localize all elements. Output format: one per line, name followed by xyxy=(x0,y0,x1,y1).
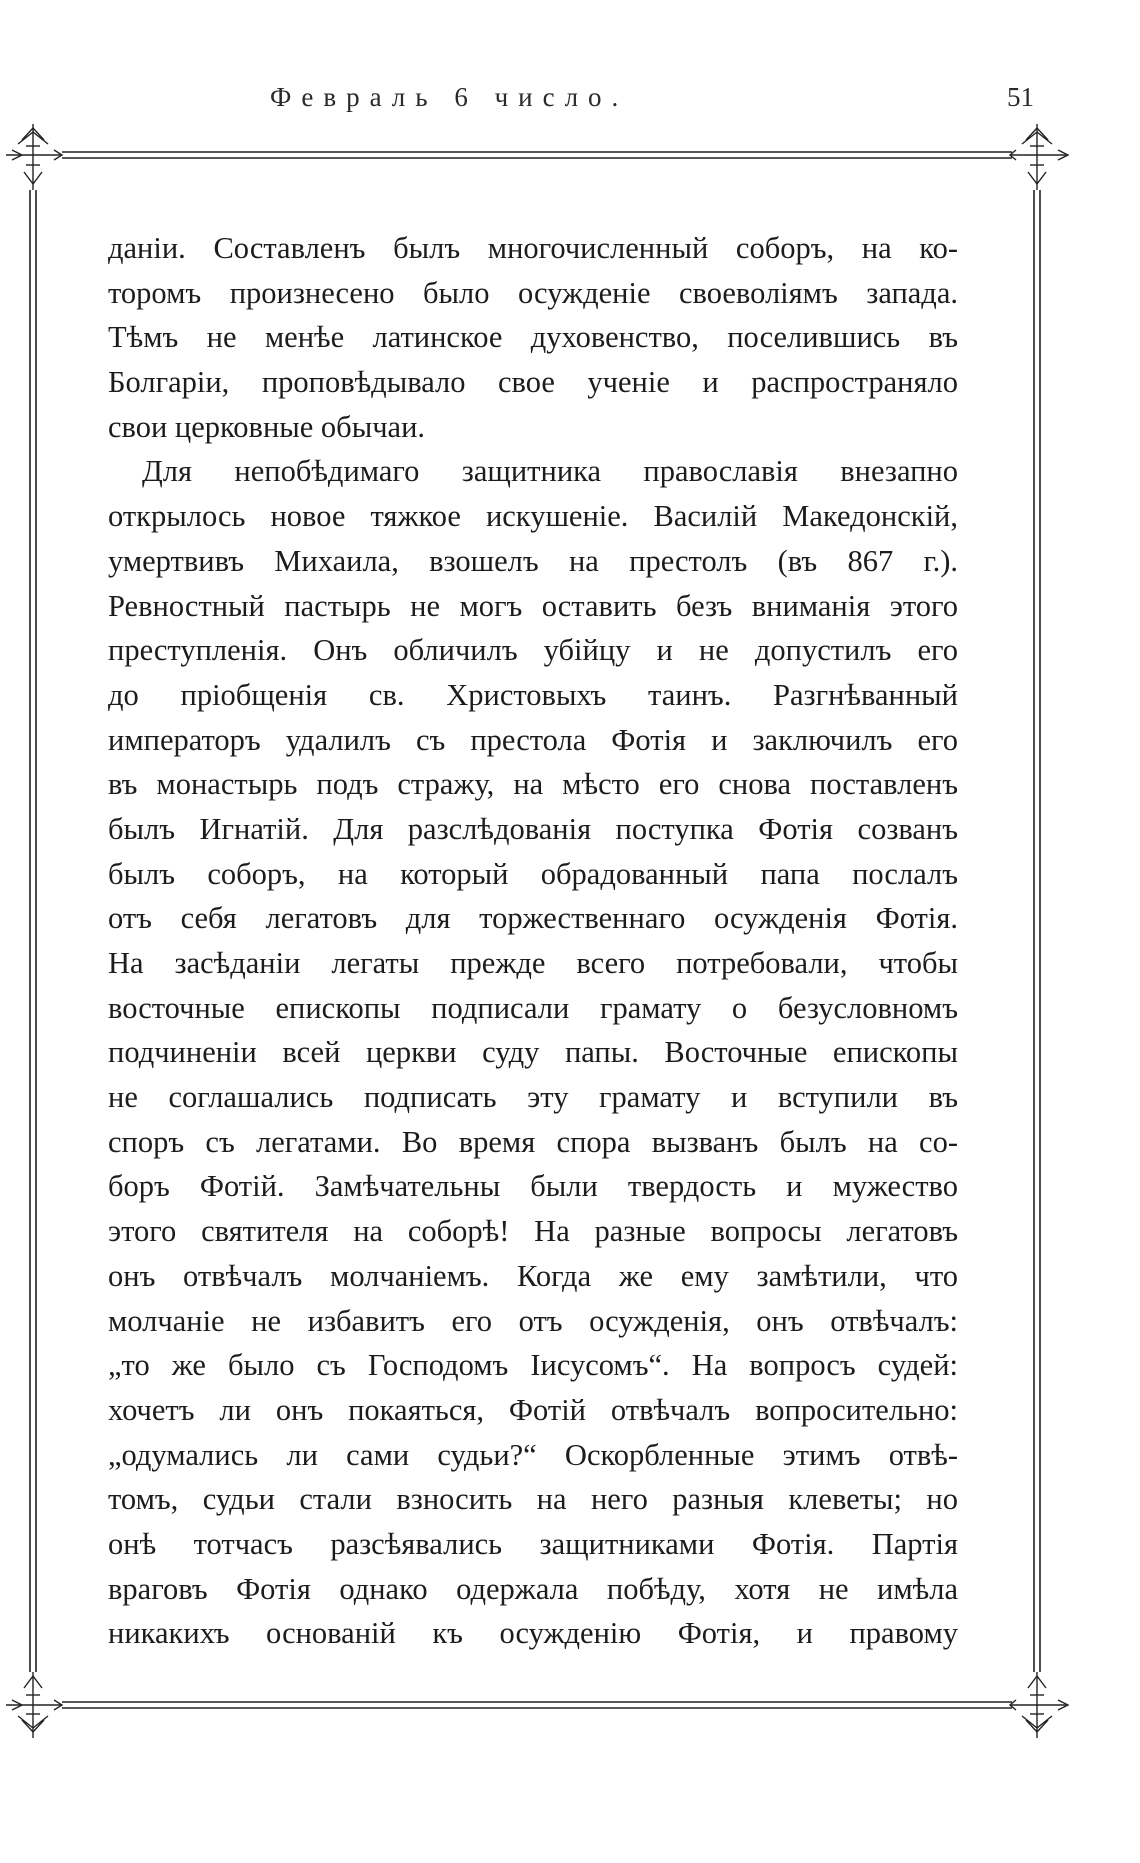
text-line: преступленія. Онъ обличилъ убійцу и не допустилъ его xyxy=(108,633,958,668)
corner-ornament-icon xyxy=(1010,124,1068,190)
text-line: боръ Фотій. Замѣчательны были твердость и мужество xyxy=(108,1169,958,1204)
text-line: императоръ удалилъ съ престола Фотія и заключилъ его xyxy=(108,722,958,757)
corner-ornament-icon xyxy=(1010,1672,1068,1738)
text-line: Для непобѣдимаго защитника православія внезапно xyxy=(142,454,958,489)
page-number: 51 xyxy=(1007,82,1034,112)
text-line: подчиненіи всей церкви суду папы. Восточные епископы xyxy=(108,1035,958,1070)
corner-ornament-icon xyxy=(6,1672,62,1738)
text-line: торомъ произнесено было осужденіе своеволіямъ запада. xyxy=(108,275,958,310)
text-line: свои церковные обычаи. xyxy=(108,409,426,444)
text-line: онѣ тотчасъ разсѣявались защитниками Фотія. Партія xyxy=(108,1526,958,1561)
text-line: Болгаріи, проповѣдывало свое ученіе и распространяло xyxy=(108,365,958,400)
text-line: до пріобщенія св. Христовыхъ таинъ. Разгнѣванный xyxy=(108,677,958,712)
corner-ornament-icon xyxy=(6,124,62,190)
text-line: умертвивъ Михаила, взошелъ на престолъ (въ 867 г.). xyxy=(108,543,958,578)
text-line: былъ соборъ, на который обрадованный папа послалъ xyxy=(108,856,958,891)
text-line: былъ Игнатій. Для разслѣдованія поступка Фотія созванъ xyxy=(108,811,958,846)
text-line: Ревностный пастырь не могъ оставить безъ вниманія этого xyxy=(108,588,958,623)
text-line: молчаніе не избавитъ его отъ осужденія, онъ отвѣчалъ: xyxy=(108,1303,958,1338)
text-line: не соглашались подписать эту грамату и вступили въ xyxy=(108,1080,958,1115)
text-line: даніи. Составленъ былъ многочисленный соборъ, на ко- xyxy=(108,231,958,265)
text-line: враговъ Фотія однако одержала побѣду, хотя не имѣла xyxy=(108,1571,958,1606)
text-line: этого святителя на соборѣ! На разные вопросы легатовъ xyxy=(108,1214,958,1249)
text-line: въ монастырь подъ стражу, на мѣсто его снова поставленъ xyxy=(108,767,958,802)
text-line: отъ себя легатовъ для торжественнаго осужденія Фотія. xyxy=(108,901,958,936)
text-line: томъ, судьи стали взносить на него разныя клеветы; но xyxy=(108,1482,958,1517)
text-line: На засѣданіи легаты прежде всего потребовали, чтобы xyxy=(108,946,958,980)
text-line: Тѣмъ не менѣе латинское духовенство, поселившись въ xyxy=(108,320,958,355)
text-line: онъ отвѣчалъ молчаніемъ. Когда же ему замѣтили, что xyxy=(108,1258,958,1293)
text-line: никакихъ основаній къ осужденію Фотія, и правому xyxy=(108,1616,958,1651)
text-line: открылось новое тяжкое искушеніе. Василій Македонскій, xyxy=(108,499,958,534)
text-line: „то же было съ Господомъ Іисусомъ“. На вопросъ судей: xyxy=(108,1348,958,1383)
text-line: „одумались ли сами судьи?“ Оскорбленные этимъ отвѣ- xyxy=(108,1437,958,1472)
body-text xyxy=(108,226,958,1656)
text-line: споръ съ легатами. Во время спора вызванъ былъ на со- xyxy=(108,1124,958,1159)
running-title: Февраль 6 число. xyxy=(270,82,629,112)
text-line: восточные епископы подписали грамату о безусловномъ xyxy=(108,990,958,1025)
text-line: хочетъ ли онъ покаяться, Фотій отвѣчалъ вопросительно: xyxy=(108,1392,958,1427)
